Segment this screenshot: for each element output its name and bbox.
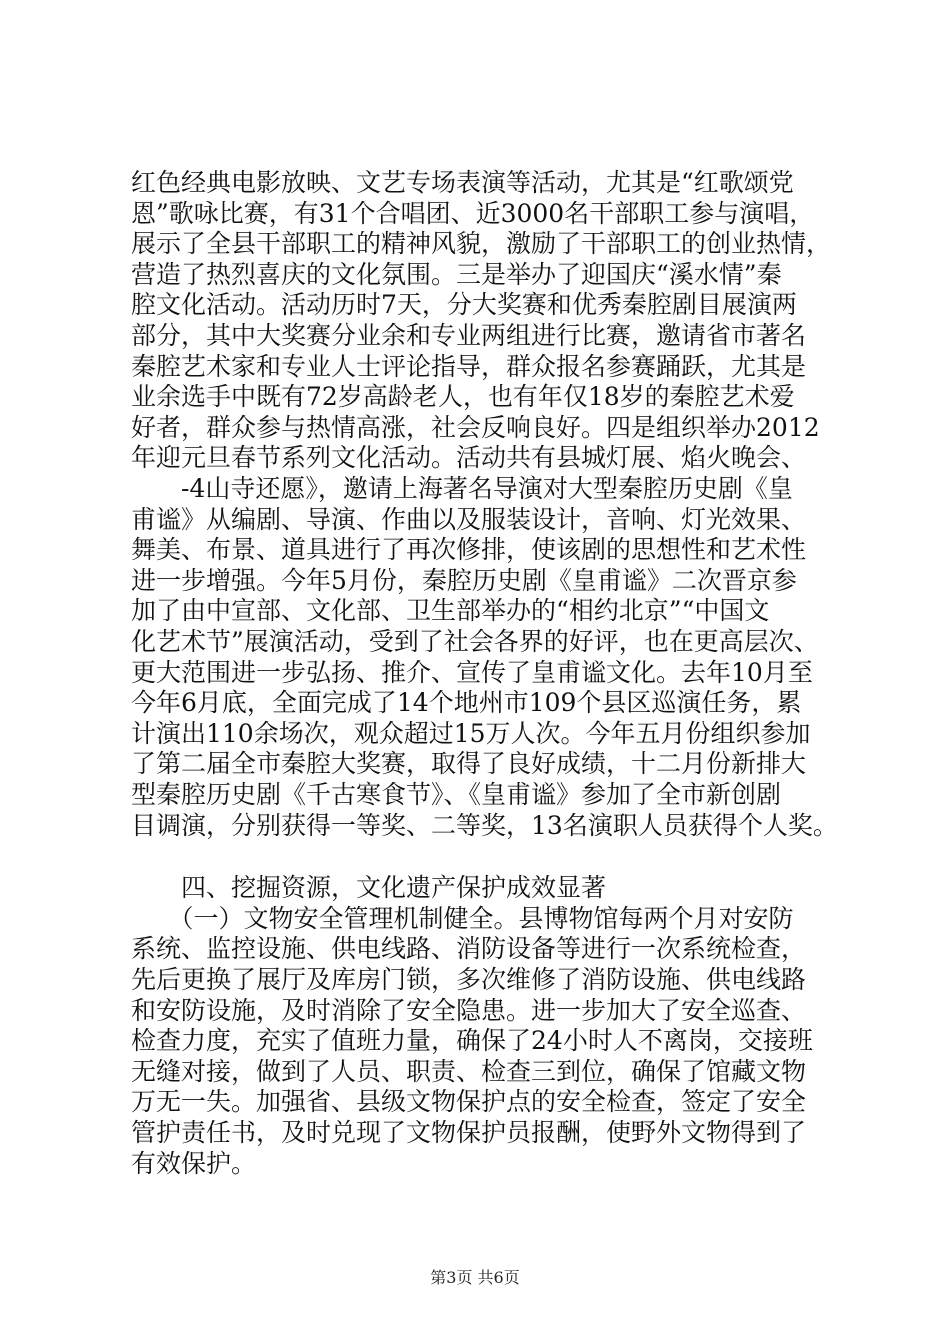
body-text-line: 好者，群众参与热情高涨，社会反响良好。四是组织举办2012 bbox=[131, 413, 820, 442]
body-text-line: 甫谧》从编剧、导演、作曲以及服装设计，音响、灯光效果、 bbox=[131, 505, 807, 534]
body-text-line: 无缝对接，做到了人员、职责、检查三到位，确保了馆藏文物 bbox=[131, 1057, 807, 1086]
body-text-line: 先后更换了展厅及库房门锁，多次维修了消防设施、供电线路 bbox=[131, 965, 807, 994]
body-text-line: 进一步增强。今年5月份，秦腔历史剧《皇甫谧》二次晋京参 bbox=[131, 566, 797, 595]
body-text-line: 部分，其中大奖赛分业余和专业两组进行比赛，邀请省市著名 bbox=[131, 321, 807, 350]
body-text-line: 化艺术节”展演活动，受到了社会各界的好评，也在更高层次、 bbox=[131, 627, 819, 656]
body-text-line: 秦腔艺术家和专业人士评论指导，群众报名参赛踊跃，尤其是 bbox=[131, 352, 807, 381]
body-text-line: 红色经典电影放映、文艺专场表演等活动，尤其是“红歌颂党 bbox=[131, 168, 794, 197]
body-text-line: 营造了热烈喜庆的文化氛围。三是举办了迎国庆“溪水情”秦 bbox=[131, 260, 782, 289]
body-text-line: 目调演，分别获得一等奖、二等奖，13名演职人员获得个人奖。 bbox=[131, 811, 838, 840]
body-text-line: 腔文化活动。活动历时7天，分大奖赛和优秀秦腔剧目展演两 bbox=[131, 290, 797, 319]
body-text-line: 管护责任书，及时兑现了文物保护员报酬，使野外文物得到了 bbox=[131, 1118, 807, 1147]
body-text-line: （一）文物安全管理机制健全。县博物馆每两个月对安防 bbox=[131, 904, 794, 933]
body-text-line: 加了由中宣部、文化部、卫生部举办的“相约北京”“中国文 bbox=[131, 596, 770, 625]
page-footer: 第3页 共6页 bbox=[430, 1268, 520, 1287]
body-text-line: 型秦腔历史剧《千古寒食节》、《皇甫谧》参加了全市新创剧 bbox=[131, 780, 782, 809]
body-text-line: 展示了全县干部职工的精神风貌，激励了干部职工的创业热情， bbox=[131, 229, 832, 258]
body-text-line: 年迎元旦春节系列文化活动。活动共有县城灯展、焰火晚会、 bbox=[131, 443, 807, 472]
body-text-line: 了第二届全市秦腔大奖赛，取得了良好成绩，十二月份新排大 bbox=[131, 749, 807, 778]
section-heading: 四、挖掘资源，文化遗产保护成效显著 bbox=[131, 873, 607, 902]
body-text-line: 更大范围进一步弘扬、推介、宣传了皇甫谧文化。去年10月至 bbox=[131, 658, 813, 687]
body-text-line: 系统、监控设施、供电线路、消防设备等进行一次系统检查， bbox=[131, 934, 807, 963]
body-text-line: 业余选手中既有72岁高龄老人，也有年仅18岁的秦腔艺术爱 bbox=[131, 382, 795, 411]
body-text-line: 恩”歌咏比赛，有31个合唱团、近3000名干部职工参与演唱， bbox=[131, 199, 815, 228]
body-text-line: 和安防设施，及时消除了安全隐患。进一步加大了安全巡查、 bbox=[131, 996, 807, 1025]
body-text-line: 万无一失。加强省、县级文物保护点的安全检查，签定了安全 bbox=[131, 1087, 807, 1116]
body-text-line: 今年6月底，全面完成了14个地州市109个县区巡演任务，累 bbox=[131, 688, 802, 717]
body-text-line: 舞美、布景、道具进行了再次修排，使该剧的思想性和艺术性 bbox=[131, 535, 807, 564]
body-text-line: 检查力度，充实了值班力量，确保了24小时人不离岗，交接班 bbox=[131, 1026, 813, 1055]
body-text-line: -4山寺还愿》，邀请上海著名导演对大型秦腔历史剧《皇 bbox=[131, 474, 793, 503]
body-text-line: 有效保护。 bbox=[131, 1149, 257, 1178]
body-text-line: 计演出110余场次，观众超过15万人次。今年五月份组织参加 bbox=[131, 719, 811, 748]
